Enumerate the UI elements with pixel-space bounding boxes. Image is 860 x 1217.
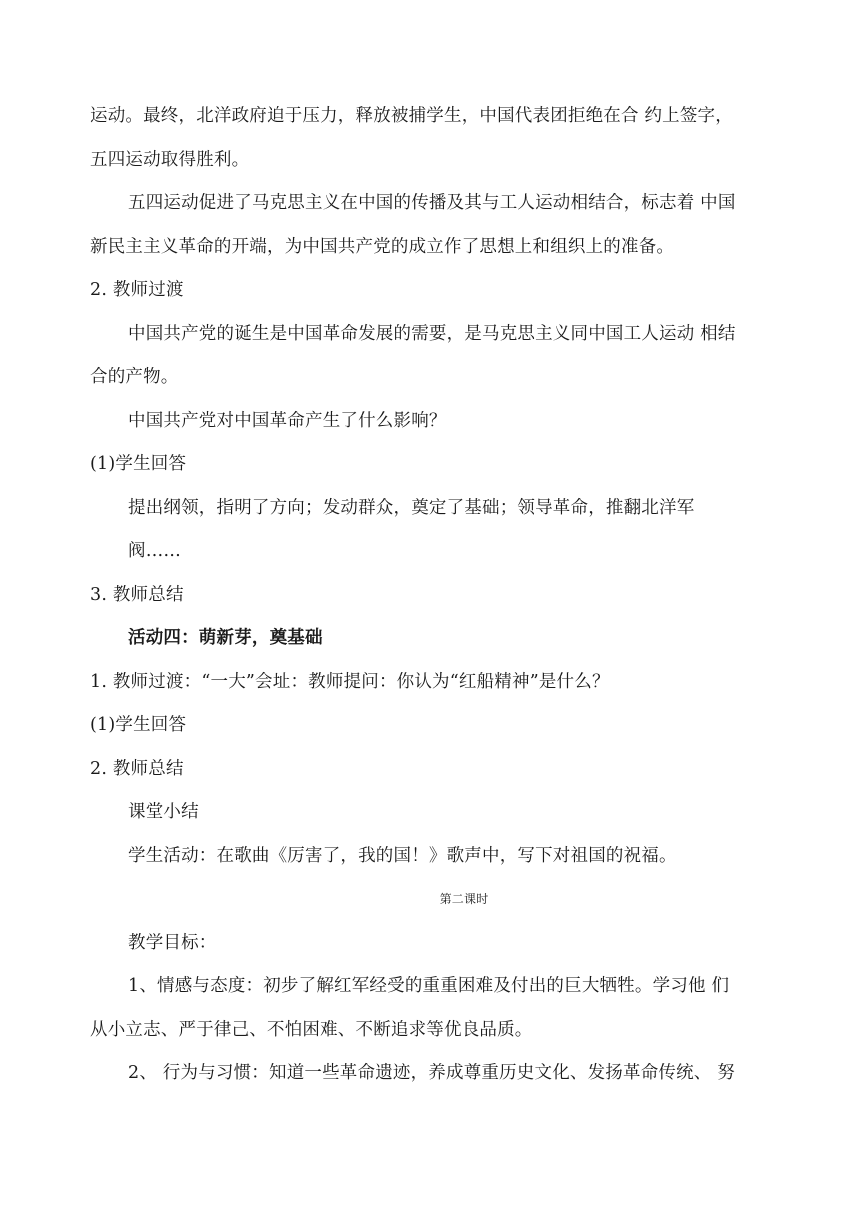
paragraph-line: 运动。最终，北洋政府迫于压力，释放被捕学生，中国代表团拒绝在合 约上签字，	[90, 106, 733, 126]
list-item: (1)学生回答	[90, 715, 187, 735]
list-item: 1. 教师过渡：“一大”会址：教师提问：你认为“红船精神”是什么？	[90, 672, 610, 692]
list-item: 2. 教师总结	[90, 759, 184, 779]
paragraph-line: 五四运动促进了马克思主义在中国的传播及其与工人运动相结合，标志着 中国	[128, 193, 736, 213]
question-line: 中国共产党对中国革命产生了什么影响？	[128, 411, 447, 431]
paragraph-line: 学生活动：在歌曲《厉害了，我的国！》歌声中，写下对祖国的祝福。	[128, 846, 677, 866]
section-heading: 课堂小结	[128, 802, 199, 822]
paragraph-line: 五四运动取得胜利。	[90, 150, 250, 170]
list-item: (1)学生回答	[90, 454, 187, 474]
paragraph-line: 从小立志、严于律己、不怕困难、不断追求等优良品质。	[90, 1020, 533, 1040]
paragraph-line: 提出纲领，指明了方向；发动群众，奠定了基础；领导革命，推翻北洋军	[128, 498, 695, 518]
paragraph-line: 合的产物。	[90, 367, 179, 387]
list-item: 3. 教师总结	[90, 585, 184, 605]
paragraph-line: 1、情感与态度：初步了解红军经受的重重困难及付出的巨大牺牲。学习他 们	[128, 976, 730, 996]
paragraph-line: 阀……	[128, 541, 182, 561]
section-heading: 教学目标：	[128, 933, 217, 953]
section-heading: 活动四：萌新芽，奠基础	[128, 628, 323, 648]
paragraph-line: 新民主主义革命的开端，为中国共产党的成立作了思想上和组织上的准备。	[90, 237, 675, 257]
list-item: 2. 教师过渡	[90, 280, 184, 300]
paragraph-line: 中国共产党的诞生是中国革命发展的需要，是马克思主义同中国工人运动 相结	[128, 324, 736, 344]
paragraph-line: 2、 行为与习惯：知道一些革命遗迹，养成尊重历史文化、发扬革命传统、 努	[128, 1063, 735, 1083]
lesson-title: 第二课时	[439, 892, 489, 906]
